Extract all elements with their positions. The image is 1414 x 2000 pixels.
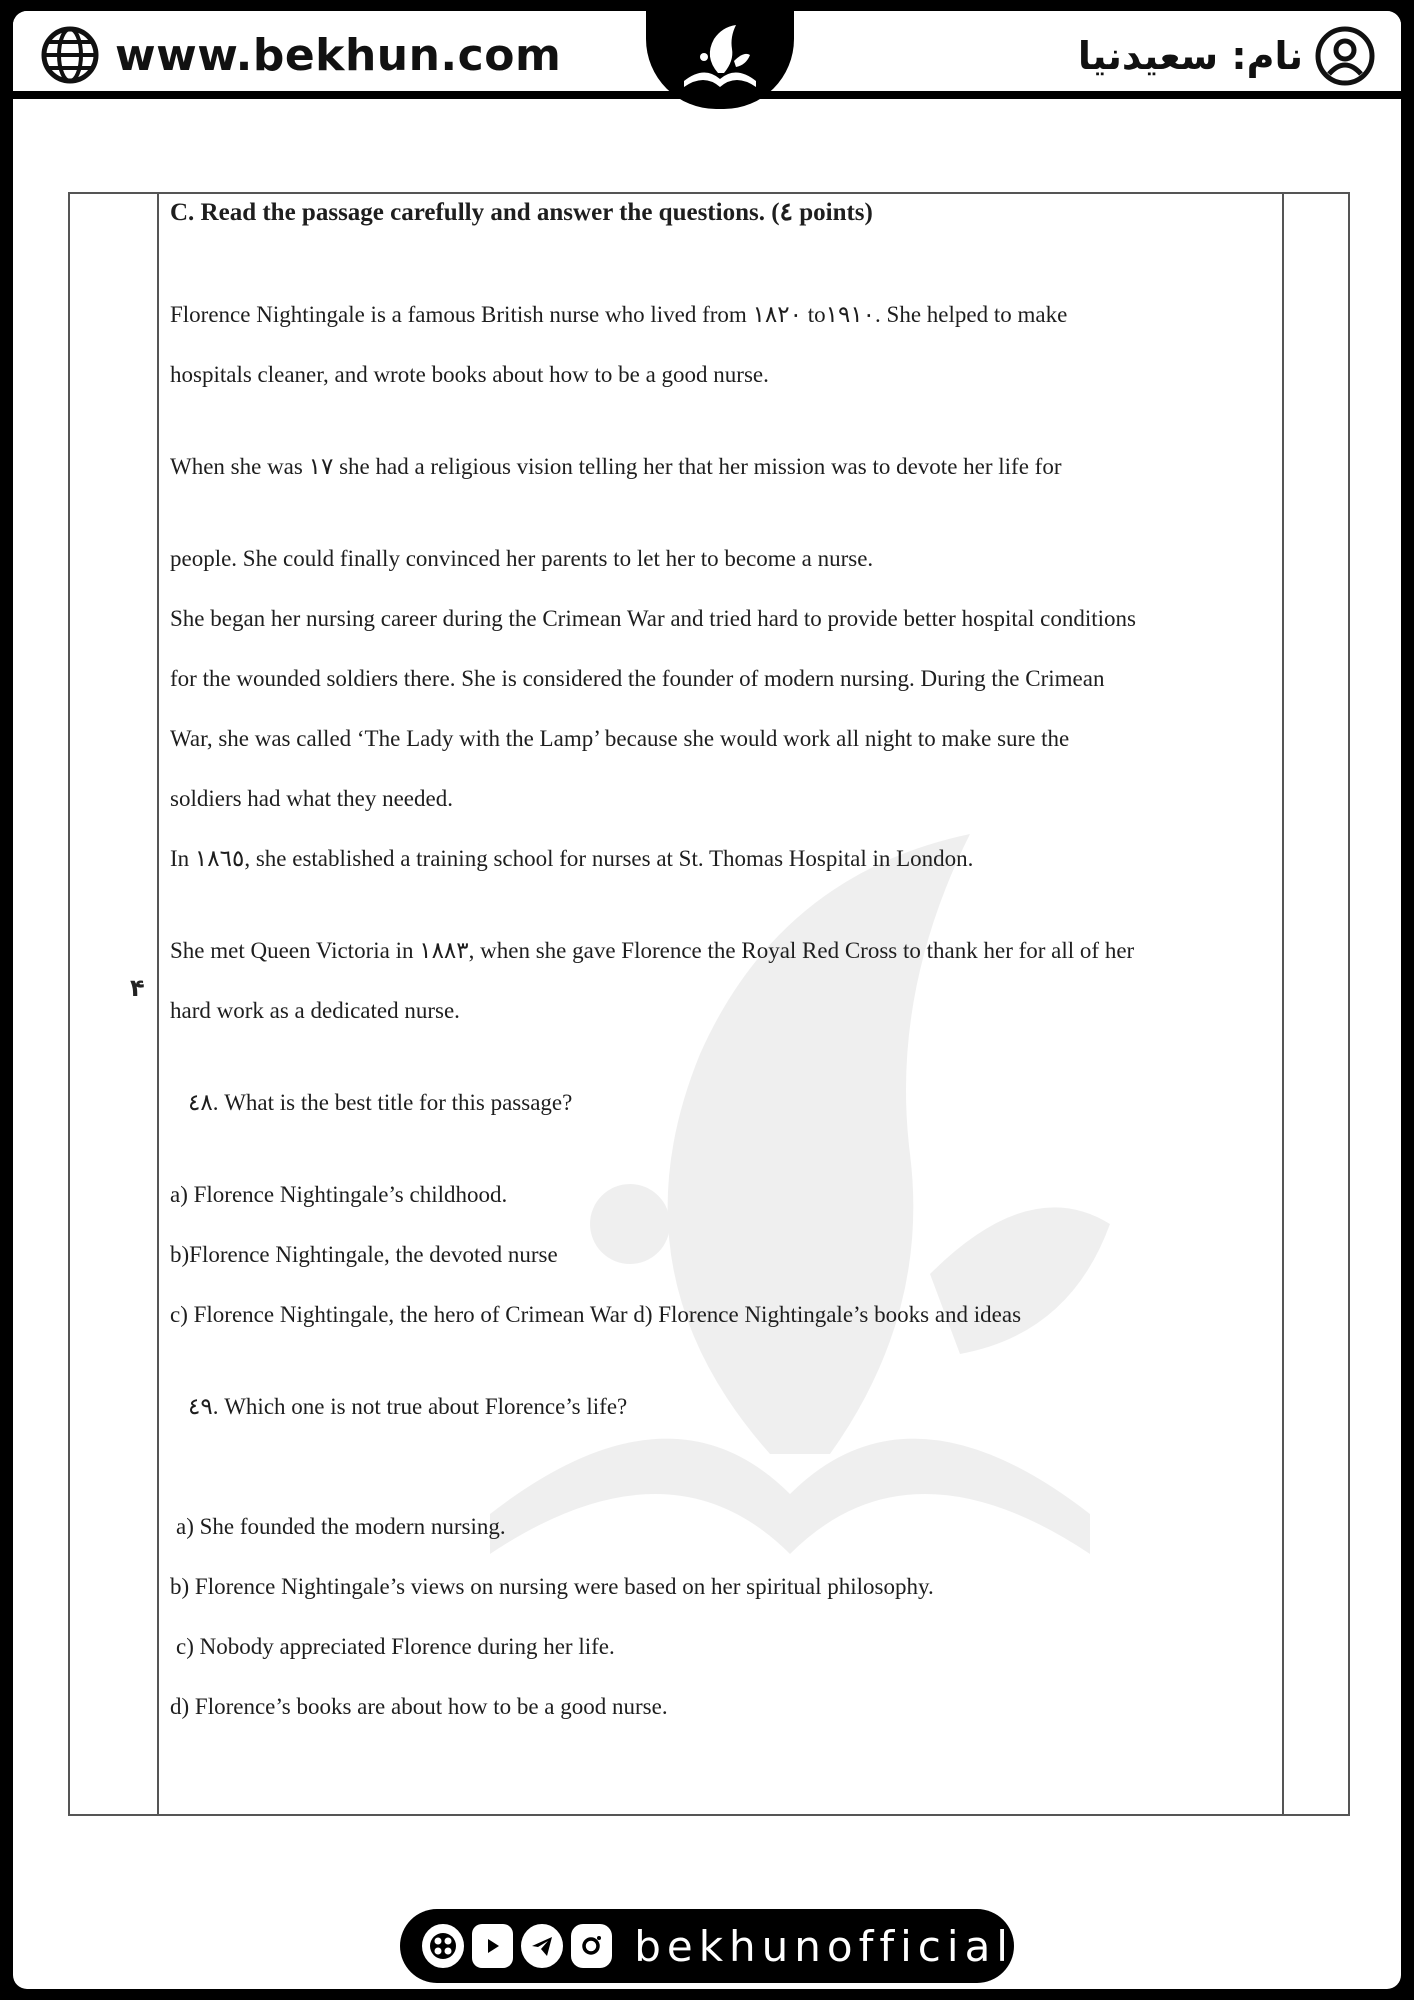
answer-option: c) Nobody appreciated Florence during her life. <box>176 1634 615 1659</box>
name-label: نام: سعیدنیا <box>1077 34 1303 78</box>
passage-line: hard work as a dedicated nurse. <box>170 998 460 1023</box>
answer-option: c) Florence Nightingale, the hero of Crimean War d) Florence Nightingale’s books and ideas <box>170 1302 1022 1327</box>
website-url[interactable]: www.bekhun.com <box>115 29 562 81</box>
header-bar <box>13 11 1401 99</box>
passage-line: for the wounded soldiers there. She is considered the founder of modern nursing. During the Crimean <box>170 666 1105 691</box>
passage-line: people. She could finally convinced her parents to let her to become a nurse. <box>170 546 874 571</box>
answer-option: a) Florence Nightingale’s childhood. <box>170 1182 508 1207</box>
section-title: C. Read the passage carefully and answer the questions. (٤ points) <box>170 199 873 226</box>
youtube-icon[interactable] <box>472 1924 514 1968</box>
instagram-icon[interactable] <box>571 1924 613 1968</box>
passage-line: She met Queen Victoria in ١٨٨٣, when she gave Florence the Royal Red Cross to thank her for all of her <box>170 938 1135 963</box>
passage-line: When she was ١٧ she had a religious vision telling her that her mission was to devote her life for <box>170 454 1062 479</box>
passage-line: hospitals cleaner, and wrote books about how to be a good nurse. <box>170 362 769 387</box>
website-link[interactable] <box>41 27 561 83</box>
passage-line: Florence Nightingale is a famous British nurse who lived from ١٨٢٠ to١٩١٠. She helped to make <box>170 302 1068 327</box>
question-content <box>170 194 1290 1814</box>
passage-line: soldiers had what they needed. <box>170 786 453 811</box>
aparat-icon[interactable] <box>422 1924 464 1968</box>
passage-line: War, she was called ‘The Lady with the Lamp’ because she would work all night to make sure the <box>170 726 1070 751</box>
question-49: ٤٩. Which one is not true about Florence’s life? <box>188 1394 628 1419</box>
question-48: ٤٨. What is the best title for this passage? <box>188 1090 573 1115</box>
globe-icon <box>41 26 99 84</box>
answer-option: d) Florence’s books are about how to be a good nurse. <box>170 1694 668 1719</box>
passage-line: She began her nursing career during the Crimean War and tried hard to provide better hospital conditions <box>170 606 1136 631</box>
student-name <box>1078 27 1375 85</box>
exam-table <box>68 192 1350 1816</box>
answer-option: a) She founded the modern nursing. <box>176 1514 506 1539</box>
telegram-icon[interactable] <box>521 1924 563 1968</box>
bekhun-logo-icon <box>674 21 766 99</box>
answer-option: b) Florence Nightingale’s views on nursing were based on her spiritual philosophy. <box>170 1574 934 1599</box>
social-footer <box>400 1909 1014 1983</box>
passage-line: In ١٨٦٥, she established a training school for nurses at St. Thomas Hospital in London. <box>170 846 974 871</box>
logo-badge <box>646 11 794 109</box>
social-handle[interactable]: bekhunofficial <box>634 1921 1014 1971</box>
user-avatar-icon <box>1315 26 1375 86</box>
question-score: ۴ <box>130 974 145 1002</box>
column-divider-left <box>157 194 159 1814</box>
answer-option: b)Florence Nightingale, the devoted nurse <box>170 1242 558 1267</box>
